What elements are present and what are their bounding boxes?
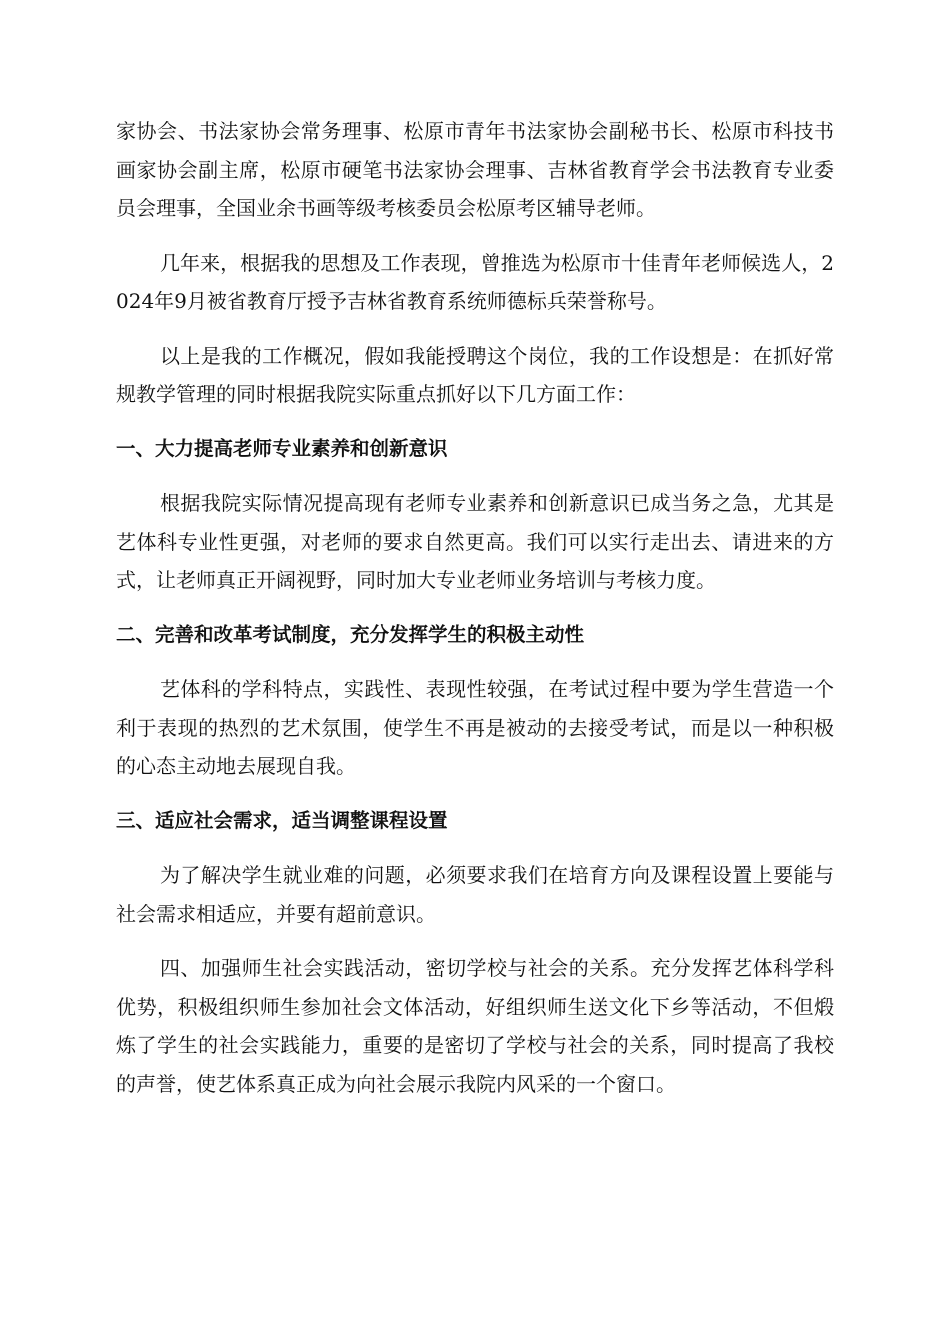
paragraph-membership-continued: 家协会、书法家协会常务理事、松原市青年书法家协会副秘书长、松原市科技书画家协会副主席，松原市硬笔书法家协会理事、吉林省教育学会书法教育专业委员会理事，全国业余书画等级考核委员会松原考区辅导老师。 (116, 119, 834, 220)
paragraph-honors: 几年来，根据我的思想及工作表现，曾推选为松原市十佳青年老师候选人，2024年9月被省教育厅授予吉林省教育系统师德标兵荣誉称号。 (116, 250, 834, 313)
paragraph-section-3: 为了解决学生就业难的问题，必须要求我们在培育方向及课程设置上要能与社会需求相适应，并要有超前意识。 (116, 863, 834, 926)
paragraph-work-plan-intro: 以上是我的工作概况，假如我能授聘这个岗位，我的工作设想是：在抓好常规教学管理的同时根据我院实际重点抓好以下几方面工作： (116, 343, 834, 406)
section-heading-1: 一、大力提高老师专业素养和创新意识 (116, 436, 448, 460)
document-body (116, 112, 834, 1103)
section-heading-3: 三、适应社会需求，适当调整课程设置 (116, 808, 448, 832)
section-heading-2: 二、完善和改革考试制度，充分发挥学生的积极主动性 (116, 622, 585, 646)
paragraph-section-2: 艺体科的学科特点，实践性、表现性较强，在考试过程中要为学生营造一个利于表现的热烈的艺术氛围，使学生不再是被动的去接受考试，而是以一种积极的心态主动地去展现自我。 (116, 677, 834, 778)
paragraph-section-1: 根据我院实际情况提高现有老师专业素养和创新意识已成当务之急，尤其是艺体科专业性更强，对老师的要求自然更高。我们可以实行走出去、请进来的方式，让老师真正开阔视野，同时加大专业老师业务培训与考核力度。 (116, 491, 834, 592)
paragraph-section-4: 四、加强师生社会实践活动，密切学校与社会的关系。充分发挥艺体科学科优势，积极组织师生参加社会文体活动，好组织师生送文化下乡等活动，不但煅炼了学生的社会实践能力，重要的是密切了学校与社会的关系，同时提高了我校的声誉，使艺体系真正成为向社会展示我院内风采的一个窗口。 (116, 956, 834, 1096)
